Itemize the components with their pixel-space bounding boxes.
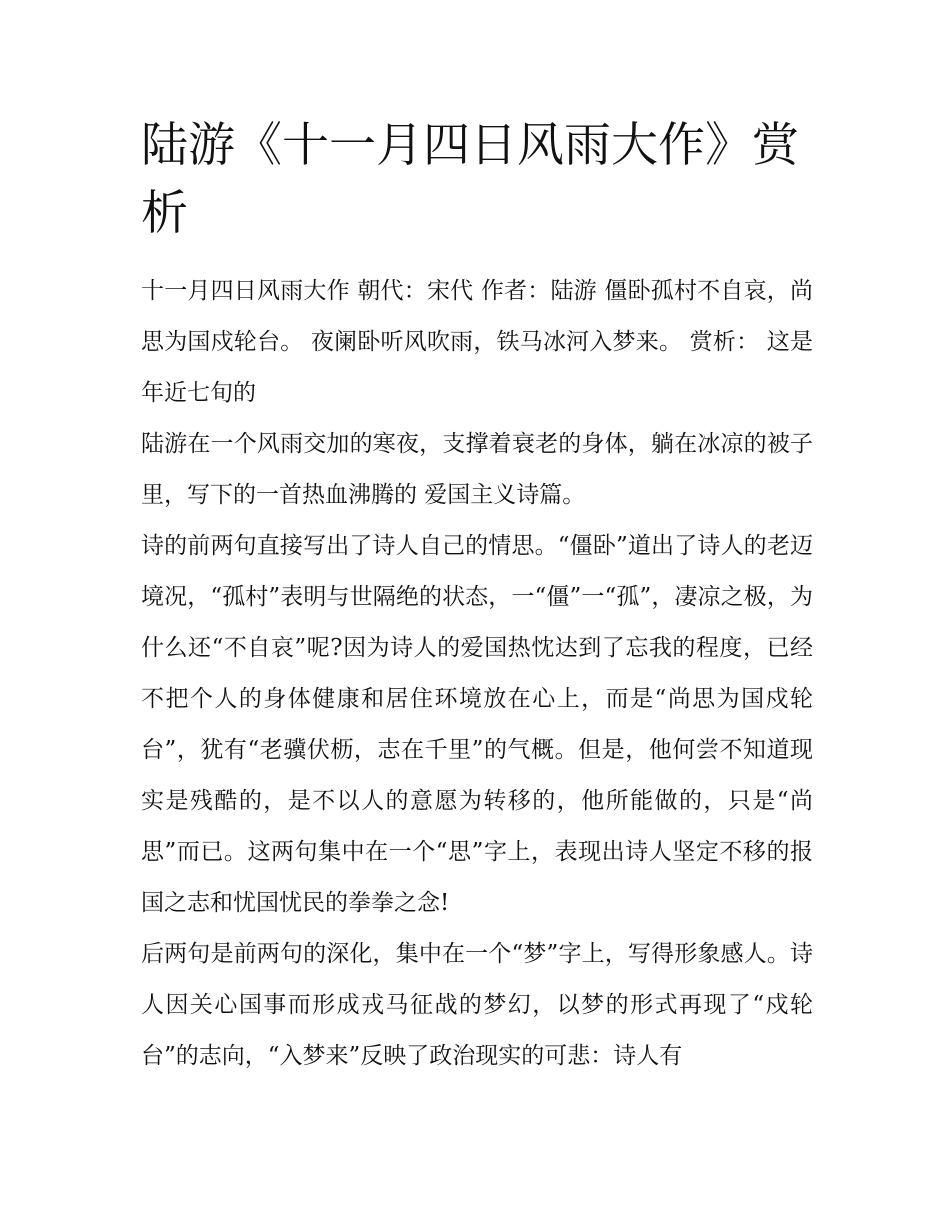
paragraph-second-couplet: 后两句是前两句的深化，集中在一个“梦”字上，写得形象感人。诗人因关心国事而形成戎马征战的梦幻，以梦的形式再现了“戍轮台”的志向，“入梦来”反映了政治现实的可悲：诗人有 — [141, 941, 813, 1069]
document-body — [141, 112, 813, 1082]
paragraph-first-couplet: 诗的前两句直接写出了诗人自己的情思。“僵卧”道出了诗人的老迈境况，“孤村”表明与世隔绝的状态，一“僵”一“孤”，凄凉之极，为什么还“不自哀”呢?因为诗人的爱国热忱达到了忘我的程度，已经不把个人的身体健康和居住环境放在心上，而是“尚思为国戍轮台”，犹有“老骥伏枥，志在千里”的气概。但是，他何尝不知道现实是残酷的，是不以人的意愿为转移的，他所能做的，只是“尚思”而已。这两句集中在一个“思”字上，表现出诗人坚定不移的报国之志和忧国忧民的拳拳之念! — [141, 533, 813, 916]
paragraph-intro: 十一月四日风雨大作 朝代：宋代 作者：陆游 僵卧孤村不自哀，尚思为国戍轮台。 夜阑卧听风吹雨，铁马冰河入梦来。 赏析： 这是年近七旬的 — [141, 278, 813, 406]
page-title: 陆游《十一月四日风雨大作》赏析 — [141, 118, 799, 241]
paragraph-background: 陆游在一个风雨交加的寒夜，支撑着衰老的身体，躺在冰凉的被子里，写下的一首热血沸腾的 爱国主义诗篇。 — [141, 431, 813, 508]
